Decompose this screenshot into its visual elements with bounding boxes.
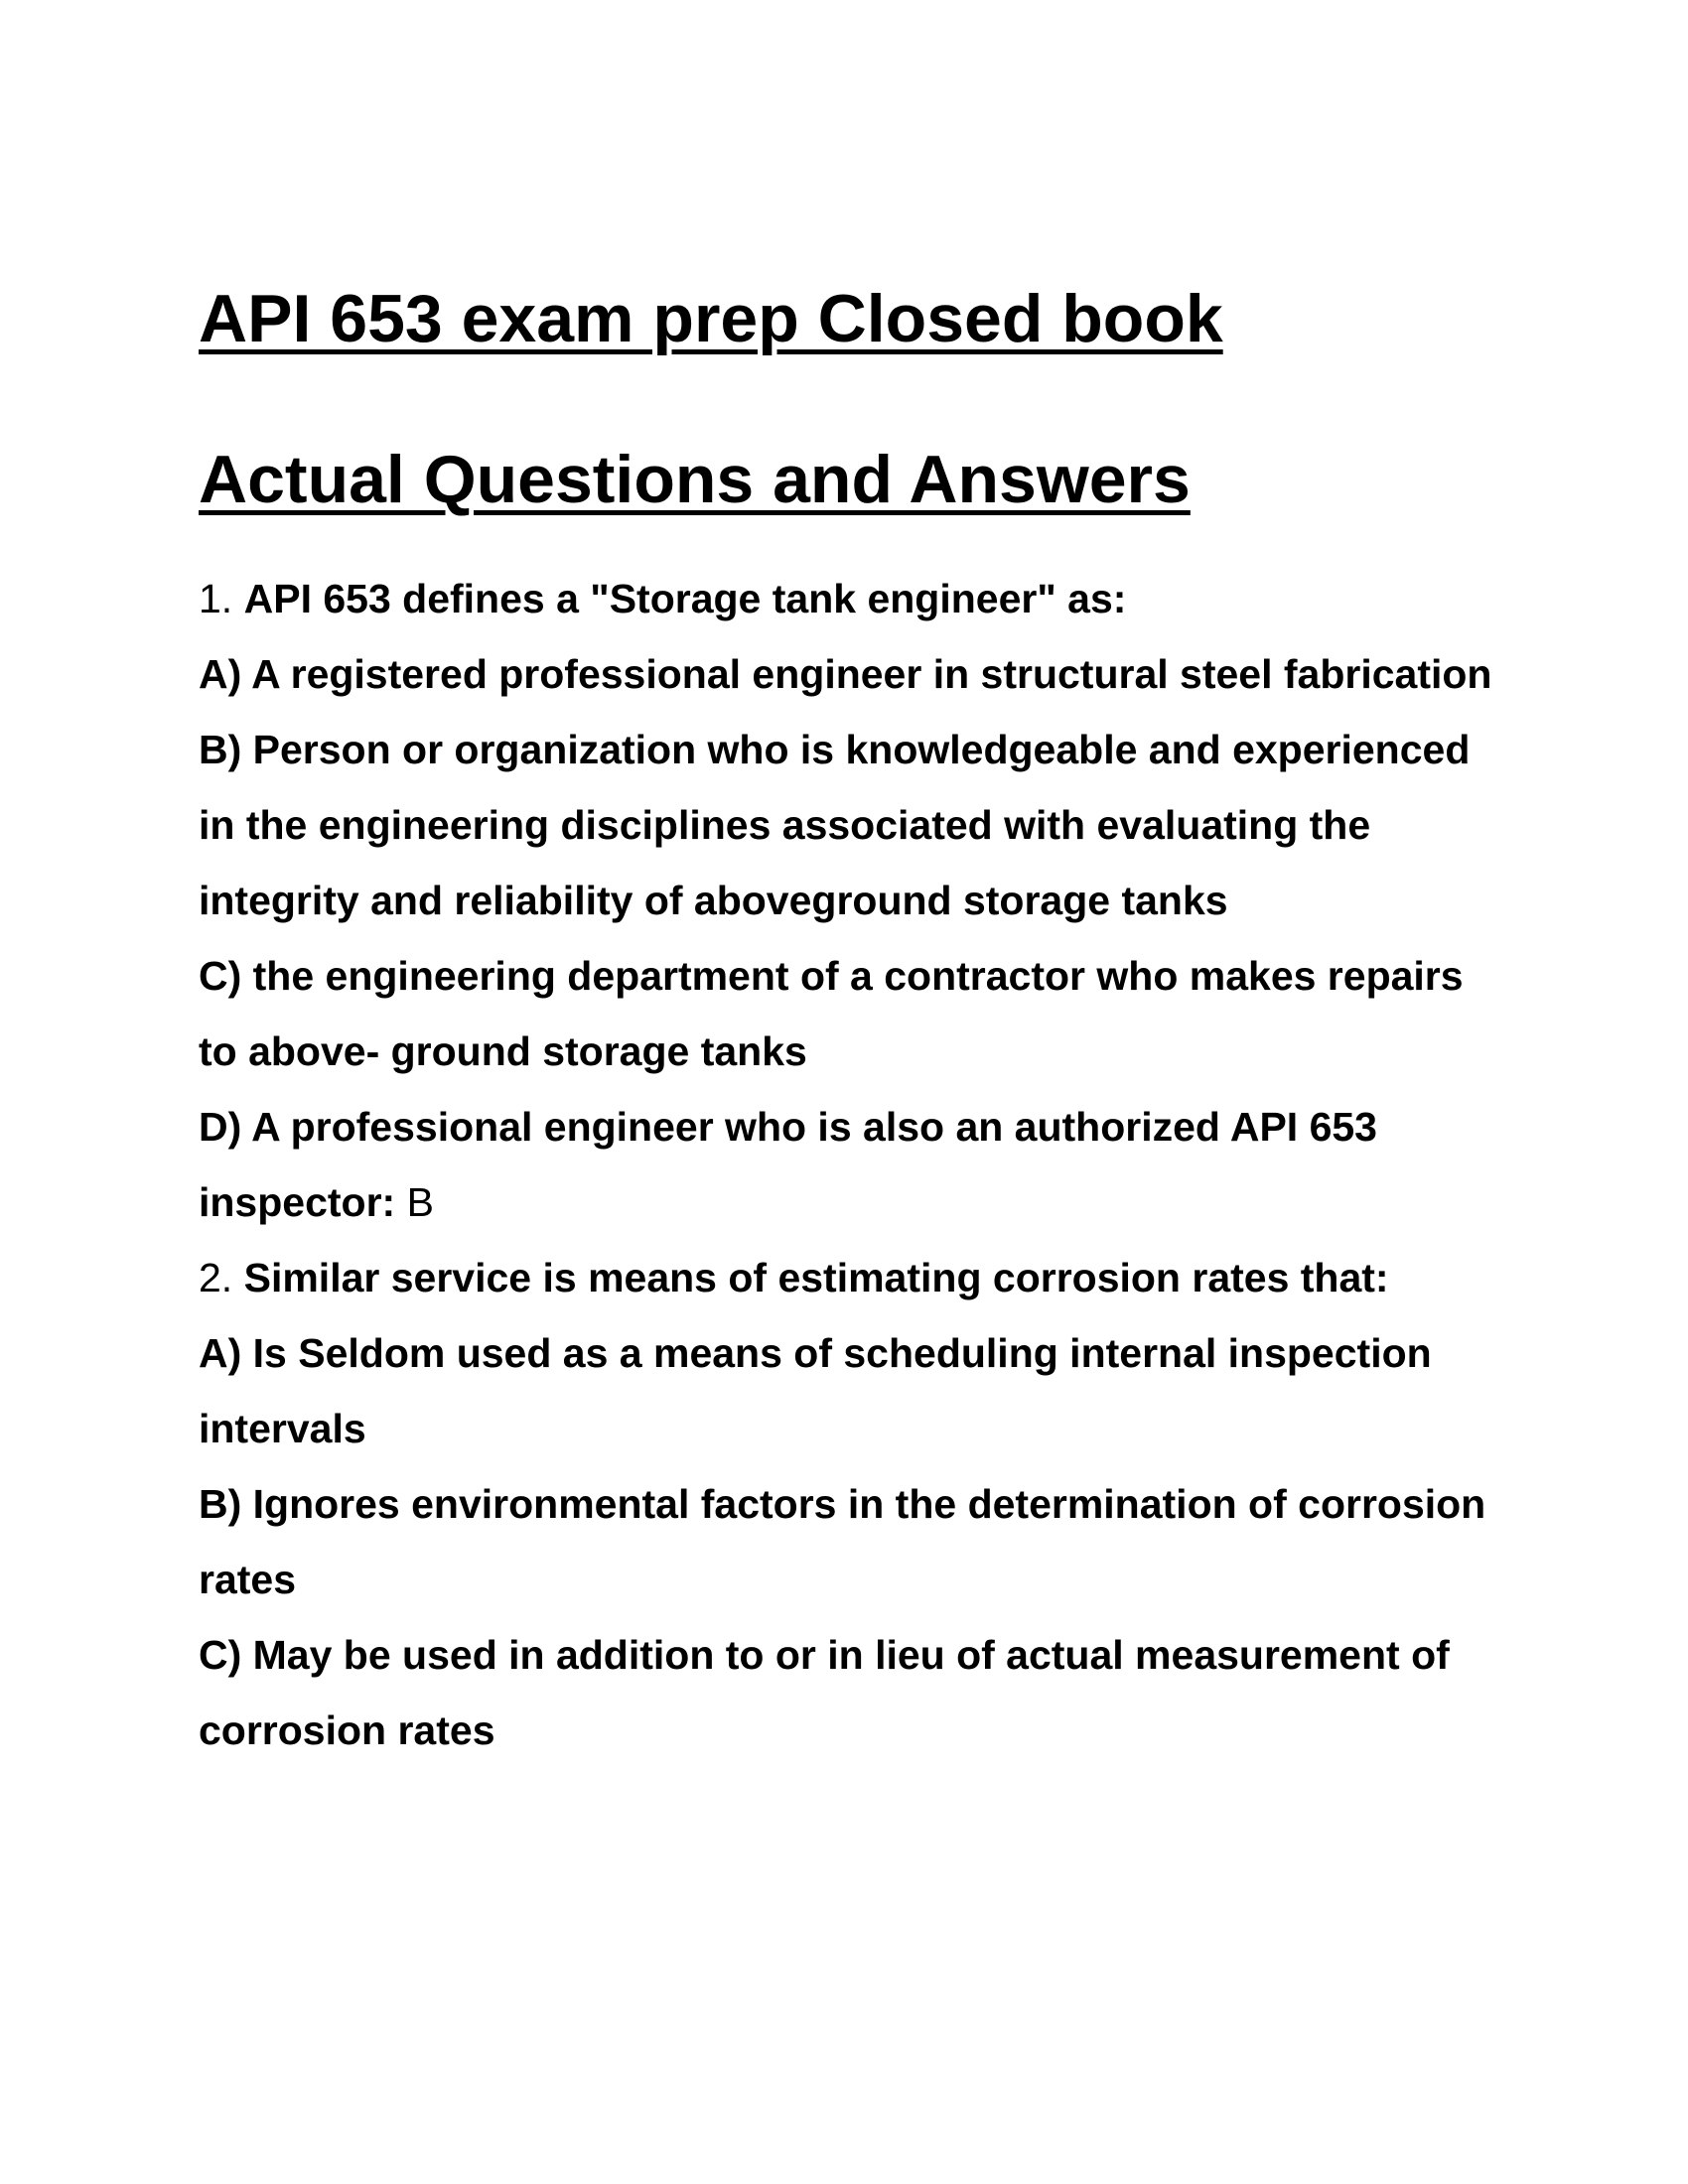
question-number: 2. [199, 1255, 233, 1300]
option-b: B) Person or organization who is knowledgeable and experienced in the engineering disciplines associated with evaluating the integrity and reliability of aboveground storage tanks [199, 727, 1471, 923]
title-line-1: API 653 exam prep Closed book [199, 281, 1223, 356]
option-c: C) May be used in addition to or in lieu of actual measurement of corrosion rates [199, 1632, 1450, 1753]
option-c: C) the engineering department of a contractor who makes repairs to above- ground storage tanks [199, 953, 1464, 1074]
document-title [199, 238, 1223, 560]
title-line-2: Actual Questions and Answers [199, 442, 1191, 517]
question-1 [199, 561, 1509, 636]
option-a: A) A registered professional engineer in structural steel fabrication [199, 651, 1492, 697]
question-list [199, 561, 1509, 1768]
option-b: B) Ignores environmental factors in the determination of corrosion rates [199, 1481, 1486, 1602]
question-2 [199, 1240, 1509, 1315]
question-text: Similar service is means of estimating corrosion rates that: [243, 1255, 1389, 1300]
question-number: 1. [199, 576, 233, 621]
option-d-text: D) A professional engineer who is also an authorized API 653 inspector: [199, 1104, 1377, 1225]
option-a: A) Is Seldom used as a means of scheduling internal inspection intervals [199, 1330, 1432, 1451]
option-d [199, 1089, 1509, 1240]
question-text: API 653 defines a "Storage tank engineer" as: [243, 576, 1127, 621]
answer: B [406, 1179, 434, 1225]
